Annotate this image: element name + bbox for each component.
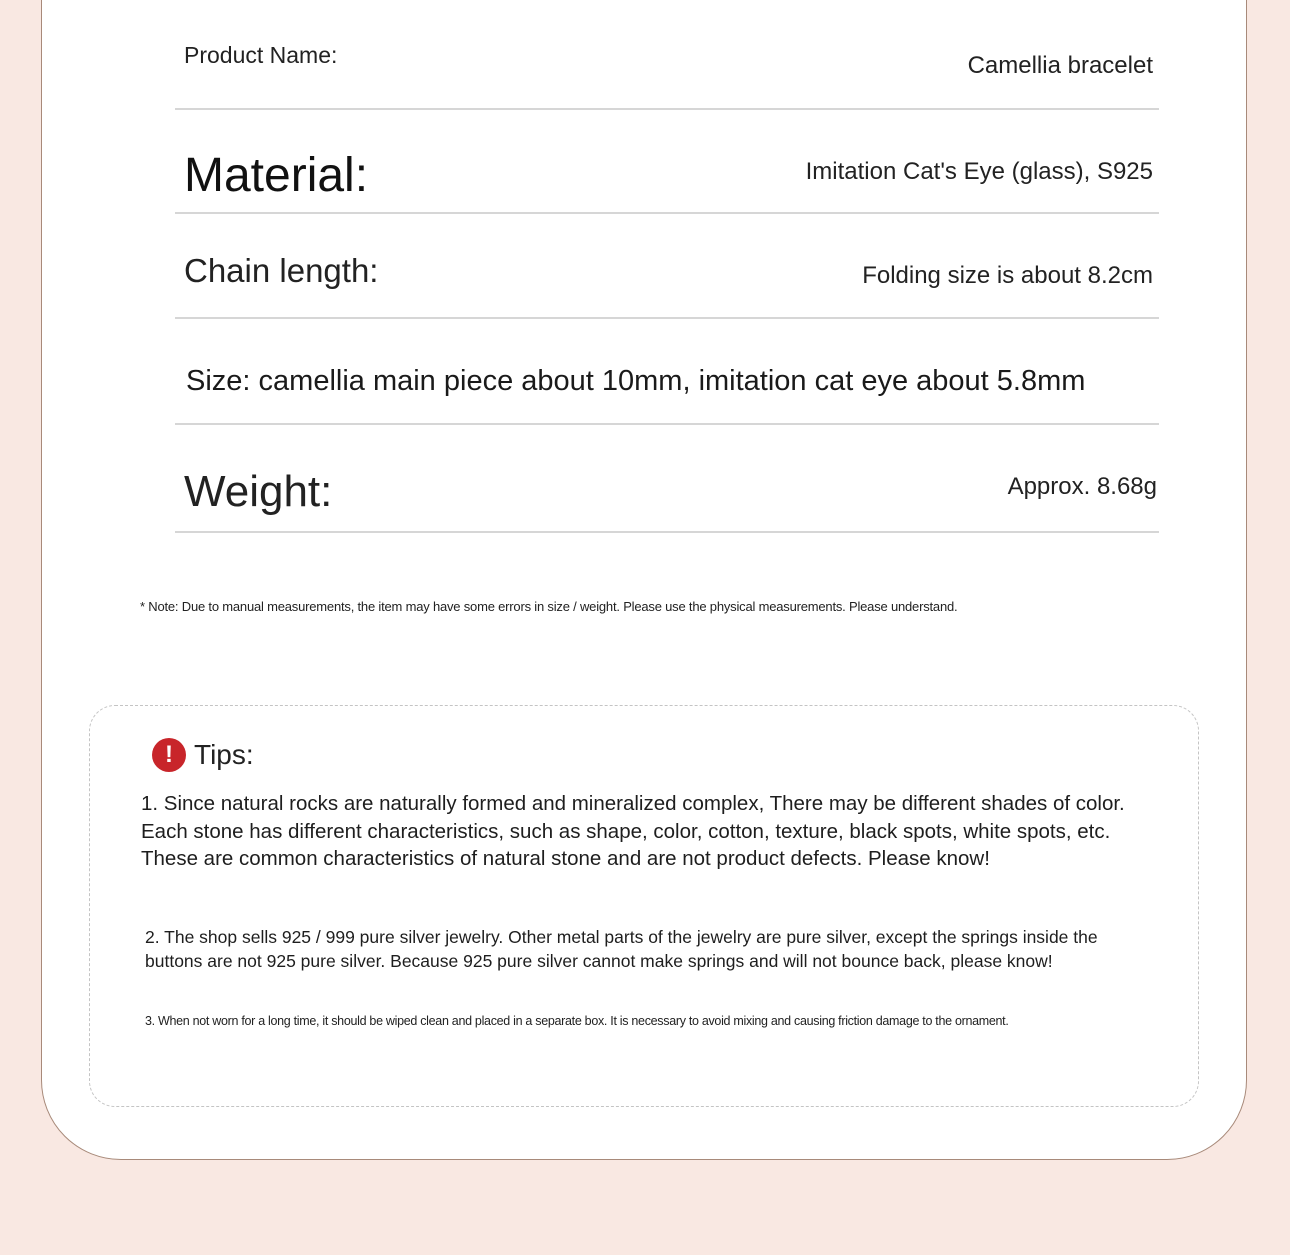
tip-item-2: 2. The shop sells 925 / 999 pure silver jewelry. Other metal parts of the jewelry are pure silver, except the springs inside the buttons are not 925 pure silver. Because 925 pure silver cannot make springs and will not bounce back, please know! [145,927,1098,971]
spec-row-material [175,108,1159,214]
exclamation-icon: ! [152,738,186,772]
spec-row-size [175,317,1159,425]
tips-title: Tips: [194,739,254,770]
weight-label: Weight: [184,467,333,516]
spec-row-chain-length [175,212,1159,319]
tips-box [89,705,1199,1107]
product-name-label: Product Name: [184,42,338,68]
spec-row-product-name [175,0,1159,110]
measurement-note: * Note: Due to manual measurements, the item may have some errors in size / weight. Please use the physical measurements. Please understand. [140,599,958,614]
chain-length-label: Chain length: [184,252,379,289]
size-text: Size: camellia main piece about 10mm, imitation cat eye about 5.8mm [186,365,1086,397]
spec-row-weight [175,423,1159,533]
tip-item-3: 3. When not worn for a long time, it should be wiped clean and placed in a separate box. It is necessary to avoid mixing and causing friction damage to the ornament. [145,1014,1009,1028]
tip-item-1: 1. Since natural rocks are naturally formed and mineralized complex, There may be different shades of color. Each stone has different characteristics, such as shape, color, cotton, texture, black spots, white spots, etc. These are common characteristics of natural stone and are not product defects. Please know! [141,792,1125,870]
material-value: Imitation Cat's Eye (glass), S925 [805,158,1153,185]
tips-header [152,738,254,772]
product-name-value: Camellia bracelet [967,52,1153,79]
material-label: Material: [184,149,369,202]
weight-value: Approx. 8.68g [1007,473,1157,500]
chain-length-value: Folding size is about 8.2cm [862,262,1153,289]
